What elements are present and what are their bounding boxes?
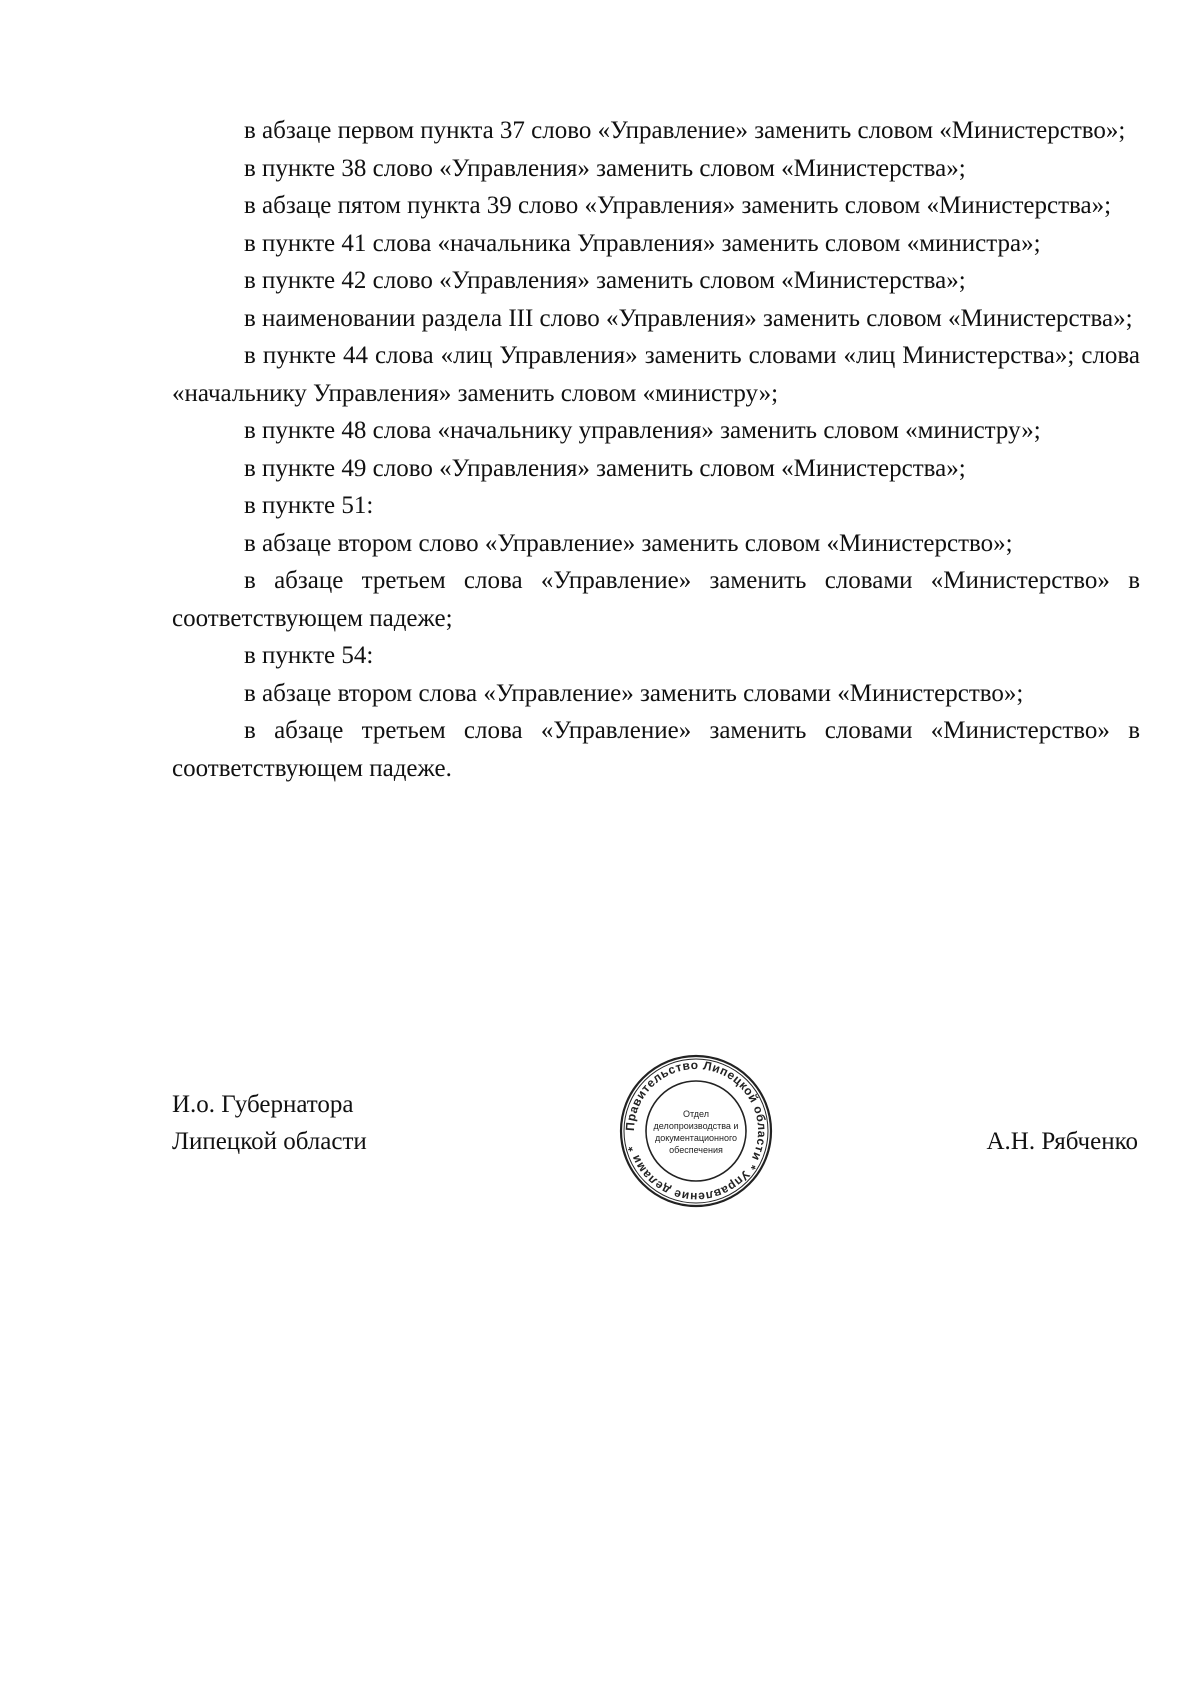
stamp-inner-line: обеспечения	[669, 1145, 723, 1155]
paragraph: в абзаце третьем слова «Управление» заменить словами «Министерство» в соответствующем падеже;	[172, 567, 1140, 632]
stamp-outer-text: Правительство Липецкой области * Управление делами *	[622, 1057, 770, 1205]
signatory-name: А.Н. Рябченко	[986, 1128, 1138, 1155]
paragraph: в пункте 44 слова «лиц Управления» заменить словами «лиц Министерства»; слова «начальнику Управления» заменить словом «министру»;	[172, 342, 1140, 407]
paragraph: в абзаце пятом пункта 39 слово «Управления» заменить словом «Министерства»;	[244, 192, 1112, 219]
paragraph: в пункте 49 слово «Управления» заменить словом «Министерства»;	[244, 454, 966, 482]
stamp-inner-line: Отдел	[682, 1109, 710, 1119]
svg-text:Правительство Липецкой области	[623, 1058, 769, 1204]
signatory-title-line: И.о. Губернатора	[172, 1091, 354, 1118]
paragraph: в абзаце третьем слова «Управление» заменить словами «Министерство» в соответствующем падеже.	[172, 717, 1140, 782]
signatory-title	[172, 1086, 367, 1160]
paragraph: в пункте 38 слово «Управления» заменить словом «Министерства»;	[244, 154, 966, 182]
paragraph: в наименовании раздела III слово «Управления» заменить словом «Министерства»;	[244, 304, 1133, 332]
paragraph: в пункте 51:	[244, 492, 374, 519]
stamp-seal-graphic	[618, 1053, 774, 1209]
paragraph: в пункте 54:	[244, 642, 374, 669]
paragraph: в абзаце первом пункта 37 слово «Управление» заменить словом «Министерство»;	[244, 117, 1126, 144]
document-body	[172, 112, 1140, 787]
signatory-title-line: Липецкой области	[172, 1128, 367, 1155]
paragraph: в абзаце втором слова «Управление» заменить словами «Министерство»;	[244, 679, 1024, 707]
paragraph: в пункте 42 слово «Управления» заменить словом «Министерства»;	[244, 267, 966, 294]
stamp-inner-line: делопроизводства и	[653, 1121, 739, 1131]
paragraph: в пункте 41 слова «начальника Управления» заменить словом «министра»;	[244, 229, 1041, 257]
paragraph: в абзаце втором слово «Управление» заменить словом «Министерство»;	[244, 529, 1013, 557]
paragraph: в пункте 48 слова «начальнику управления» заменить словом «министру»;	[244, 417, 1041, 444]
stamp-inner-line: документационного	[654, 1133, 738, 1143]
official-stamp	[618, 1053, 774, 1209]
